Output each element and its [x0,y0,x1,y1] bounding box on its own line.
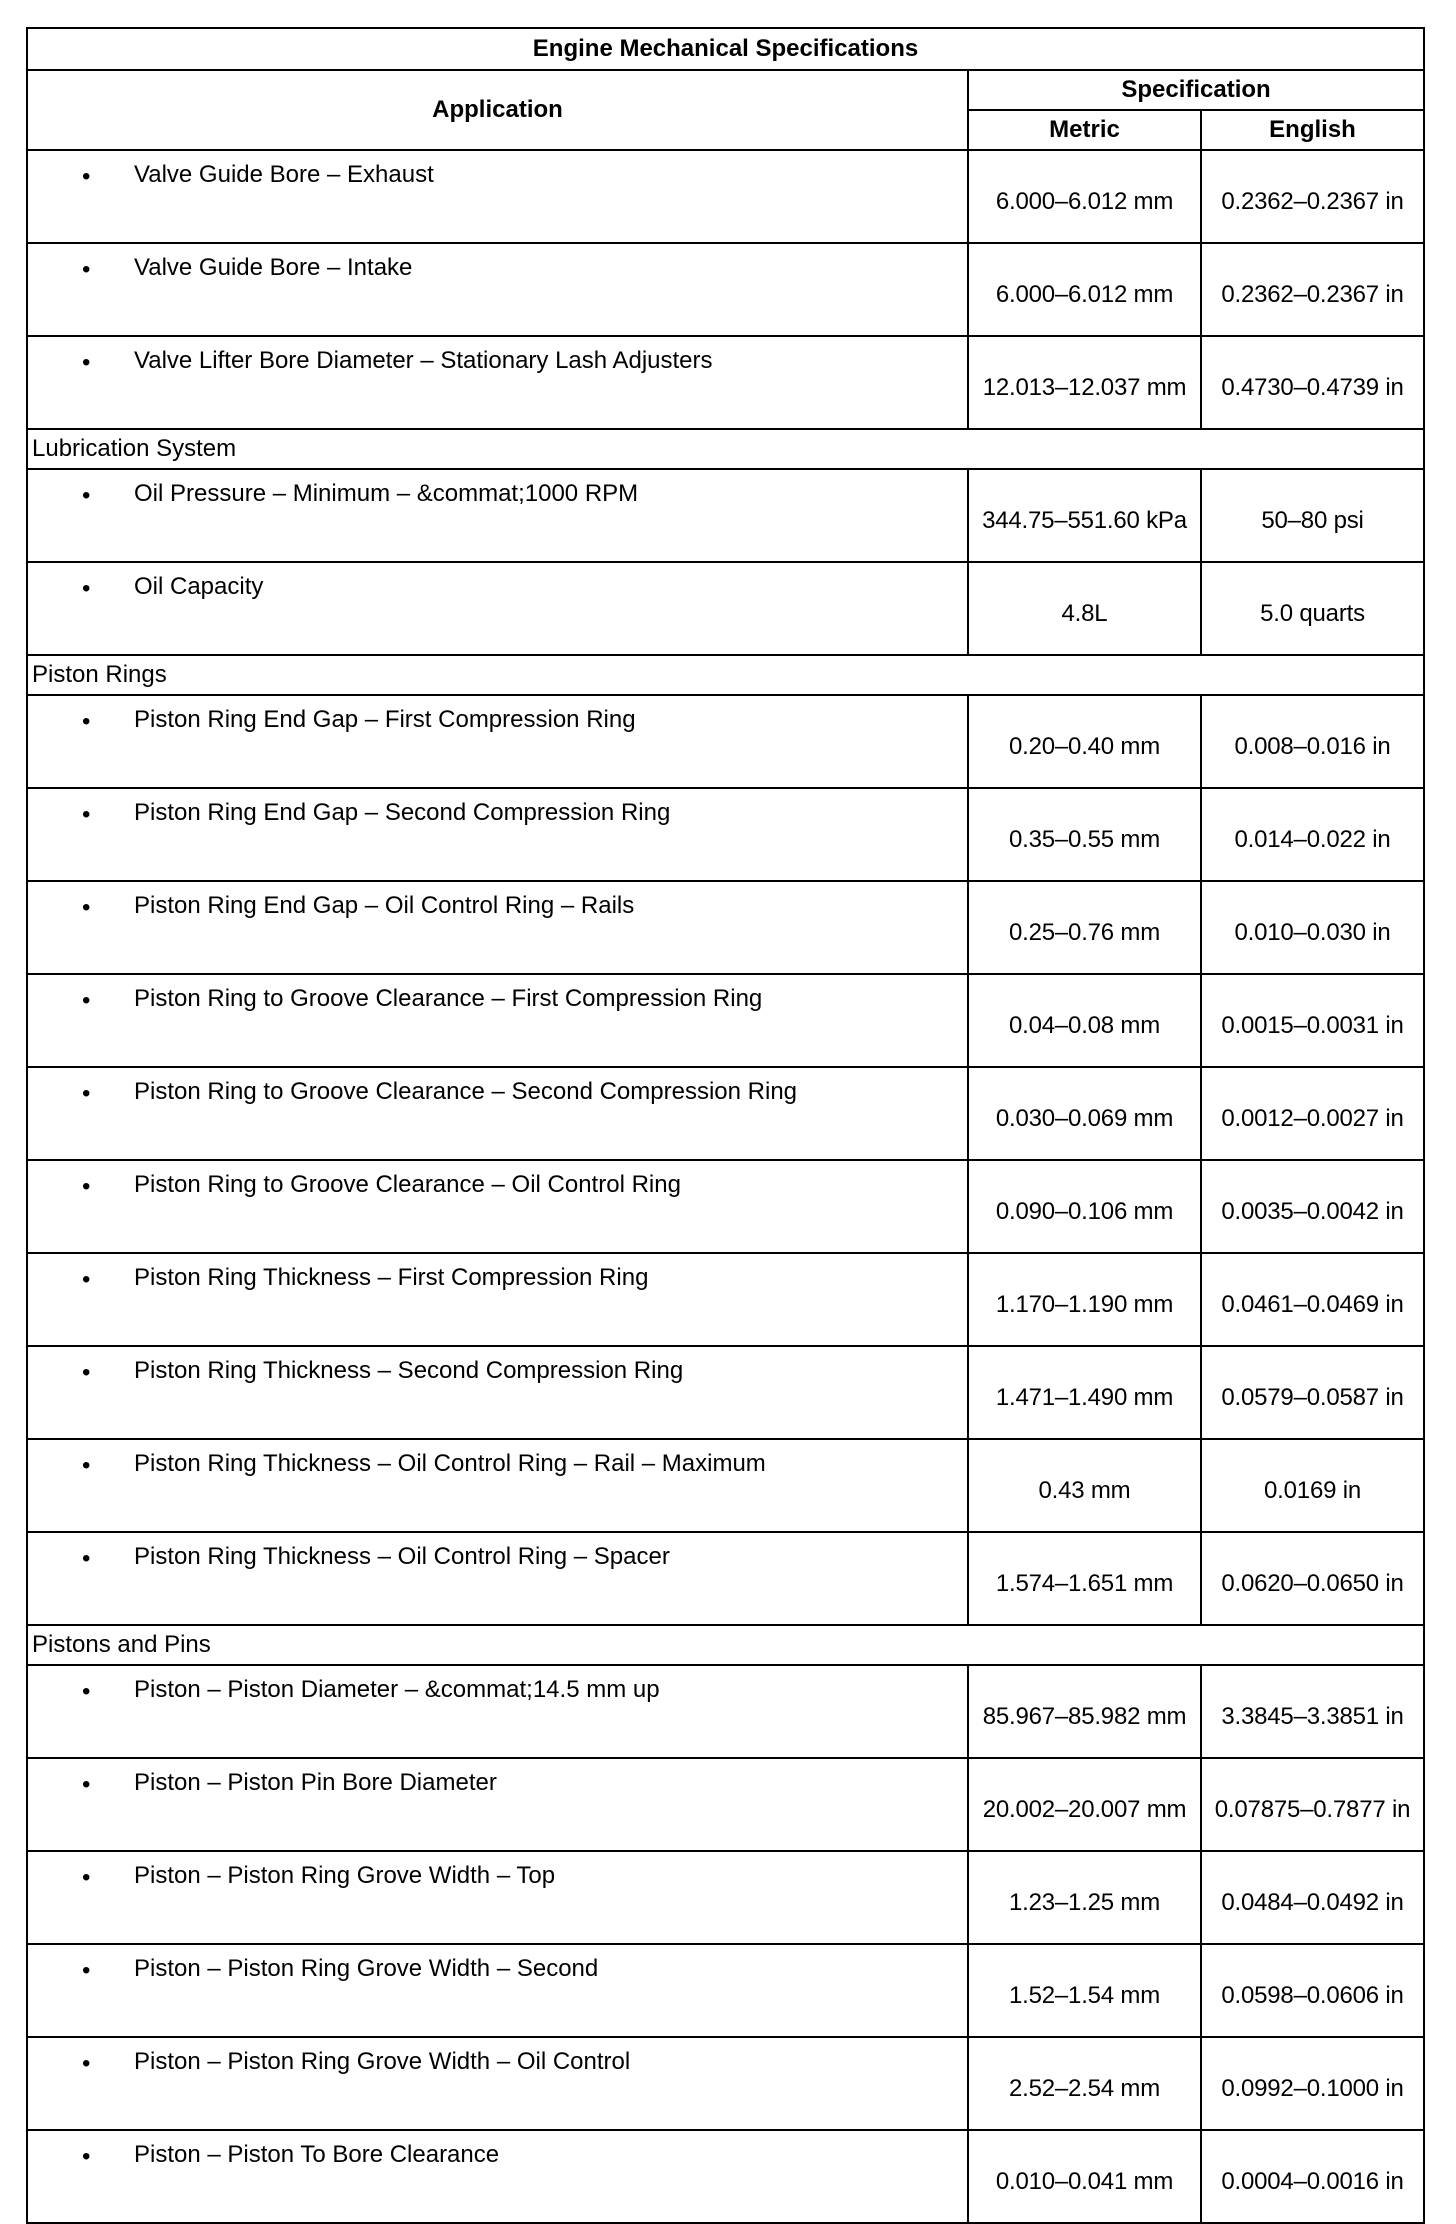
application-label: Piston Ring Thickness – First Compression Ring [134,1264,649,1291]
table-row [27,788,1424,881]
metric-value: 6.000–6.012 mm [968,243,1201,336]
header-application: Application [27,70,968,150]
bullet-icon: • [82,1173,91,1200]
metric-value: 0.20–0.40 mm [968,695,1201,788]
application-label: Oil Pressure – Minimum – &commat;1000 RPM [134,480,639,507]
bullet-icon: • [82,575,91,602]
metric-value: 6.000–6.012 mm [968,150,1201,243]
table-row [27,562,1424,655]
bullet-icon: • [82,1452,91,1479]
english-value: 0.014–0.022 in [1201,788,1424,881]
bullet-icon: • [82,1957,91,1984]
section-row [27,1625,1424,1665]
table-row [27,1851,1424,1944]
metric-value: 0.25–0.76 mm [968,881,1201,974]
application-cell [27,1851,968,1944]
application-cell [27,2037,968,2130]
application-cell [27,974,968,1067]
section-row [27,655,1424,695]
bullet-icon: • [82,1864,91,1891]
english-value: 0.0620–0.0650 in [1201,1532,1424,1625]
application-label: Piston – Piston Ring Grove Width – Oil Control [134,2048,631,2075]
application-label: Piston Ring End Gap – Oil Control Ring – Rails [134,892,635,919]
bullet-icon: • [82,801,91,828]
application-label: Valve Guide Bore – Exhaust [134,161,434,188]
application-label: Piston – Piston Ring Grove Width – Top [134,1862,556,1889]
bullet-icon: • [82,708,91,735]
bullet-icon: • [82,256,91,283]
application-label: Piston Ring Thickness – Oil Control Ring – Spacer [134,1543,670,1570]
english-value: 0.0598–0.0606 in [1201,1944,1424,2037]
application-cell [27,1532,968,1625]
application-label: Piston – Piston To Bore Clearance [134,2141,500,2168]
application-label: Piston Ring to Groove Clearance – First Compression Ring [134,985,763,1012]
metric-value: 1.574–1.651 mm [968,1532,1201,1625]
metric-value: 12.013–12.037 mm [968,336,1201,429]
table-row [27,1532,1424,1625]
application-label: Piston Ring End Gap – First Compression Ring [134,706,636,733]
english-value: 50–80 psi [1201,469,1424,562]
metric-value: 0.35–0.55 mm [968,788,1201,881]
application-cell [27,1346,968,1439]
english-value: 5.0 quarts [1201,562,1424,655]
application-label: Piston Ring Thickness – Oil Control Ring – Rail – Maximum [134,1450,766,1477]
metric-value: 20.002–20.007 mm [968,1758,1201,1851]
table-row [27,695,1424,788]
section-title: Piston Rings [27,655,1424,695]
header-english: English [1201,110,1424,150]
english-value: 0.0004–0.0016 in [1201,2130,1424,2223]
application-cell [27,788,968,881]
section-title: Pistons and Pins [27,1625,1424,1665]
bullet-icon: • [82,1359,91,1386]
bullet-icon: • [82,349,91,376]
table-row [27,1253,1424,1346]
metric-value: 1.23–1.25 mm [968,1851,1201,1944]
english-value: 0.0035–0.0042 in [1201,1160,1424,1253]
metric-value: 0.010–0.041 mm [968,2130,1201,2223]
header-specification: Specification [968,70,1424,110]
table-row [27,881,1424,974]
application-label: Piston – Piston Ring Grove Width – Second [134,1955,599,1982]
application-cell [27,1253,968,1346]
application-cell [27,881,968,974]
bullet-icon: • [82,1266,91,1293]
english-value: 0.2362–0.2367 in [1201,243,1424,336]
english-value: 0.07875–0.7877 in [1201,1758,1424,1851]
bullet-icon: • [82,1678,91,1705]
table-title: Engine Mechanical Specifications [27,28,1424,70]
application-cell [27,1160,968,1253]
application-cell [27,1665,968,1758]
spec-table [26,27,1425,2224]
english-value: 0.010–0.030 in [1201,881,1424,974]
bullet-icon: • [82,1080,91,1107]
spec-body [27,150,1424,2223]
table-row [27,2130,1424,2223]
metric-value: 85.967–85.982 mm [968,1665,1201,1758]
application-cell [27,1944,968,2037]
application-cell [27,243,968,336]
english-value: 0.0169 in [1201,1439,1424,1532]
table-row [27,1346,1424,1439]
metric-value: 4.8L [968,562,1201,655]
bullet-icon: • [82,1771,91,1798]
application-label: Piston Ring End Gap – Second Compression Ring [134,799,671,826]
bullet-icon: • [82,987,91,1014]
application-label: Piston Ring to Groove Clearance – Second Compression Ring [134,1078,798,1105]
english-value: 0.0579–0.0587 in [1201,1346,1424,1439]
application-label: Piston Ring to Groove Clearance – Oil Control Ring [134,1171,681,1198]
english-value: 0.2362–0.2367 in [1201,150,1424,243]
section-title: Lubrication System [27,429,1424,469]
section-row [27,429,1424,469]
application-label: Oil Capacity [134,573,264,600]
english-value: 0.0461–0.0469 in [1201,1253,1424,1346]
application-cell [27,336,968,429]
table-row [27,243,1424,336]
bullet-icon: • [82,2143,91,2170]
metric-value: 0.090–0.106 mm [968,1160,1201,1253]
application-cell [27,469,968,562]
bullet-icon: • [82,1545,91,1572]
application-label: Piston – Piston Pin Bore Diameter [134,1769,497,1796]
application-cell [27,150,968,243]
application-label: Valve Lifter Bore Diameter – Stationary Lash Adjusters [134,347,713,374]
application-cell [27,562,968,655]
metric-value: 0.04–0.08 mm [968,974,1201,1067]
english-value: 0.008–0.016 in [1201,695,1424,788]
application-cell [27,1439,968,1532]
table-row [27,1758,1424,1851]
metric-value: 2.52–2.54 mm [968,2037,1201,2130]
table-row [27,2037,1424,2130]
table-row [27,1160,1424,1253]
bullet-icon: • [82,894,91,921]
metric-value: 1.471–1.490 mm [968,1346,1201,1439]
english-value: 0.0484–0.0492 in [1201,1851,1424,1944]
table-row [27,1665,1424,1758]
application-cell [27,695,968,788]
application-cell [27,1067,968,1160]
bullet-icon: • [82,482,91,509]
table-row [27,336,1424,429]
table-row [27,1944,1424,2037]
application-cell [27,2130,968,2223]
table-row [27,974,1424,1067]
bullet-icon: • [82,2050,91,2077]
english-value: 0.0992–0.1000 in [1201,2037,1424,2130]
application-cell [27,1758,968,1851]
table-row [27,469,1424,562]
english-value: 0.0015–0.0031 in [1201,974,1424,1067]
application-label: Piston – Piston Diameter – &commat;14.5 mm up [134,1676,660,1703]
application-label: Piston Ring Thickness – Second Compression Ring [134,1357,684,1384]
english-value: 0.4730–0.4739 in [1201,336,1424,429]
bullet-icon: • [82,163,91,190]
metric-value: 344.75–551.60 kPa [968,469,1201,562]
application-label: Valve Guide Bore – Intake [134,254,413,281]
metric-value: 0.43 mm [968,1439,1201,1532]
english-value: 3.3845–3.3851 in [1201,1665,1424,1758]
table-row [27,1439,1424,1532]
table-row [27,150,1424,243]
header-metric: Metric [968,110,1201,150]
metric-value: 1.52–1.54 mm [968,1944,1201,2037]
metric-value: 0.030–0.069 mm [968,1067,1201,1160]
metric-value: 1.170–1.190 mm [968,1253,1201,1346]
table-row [27,1067,1424,1160]
english-value: 0.0012–0.0027 in [1201,1067,1424,1160]
